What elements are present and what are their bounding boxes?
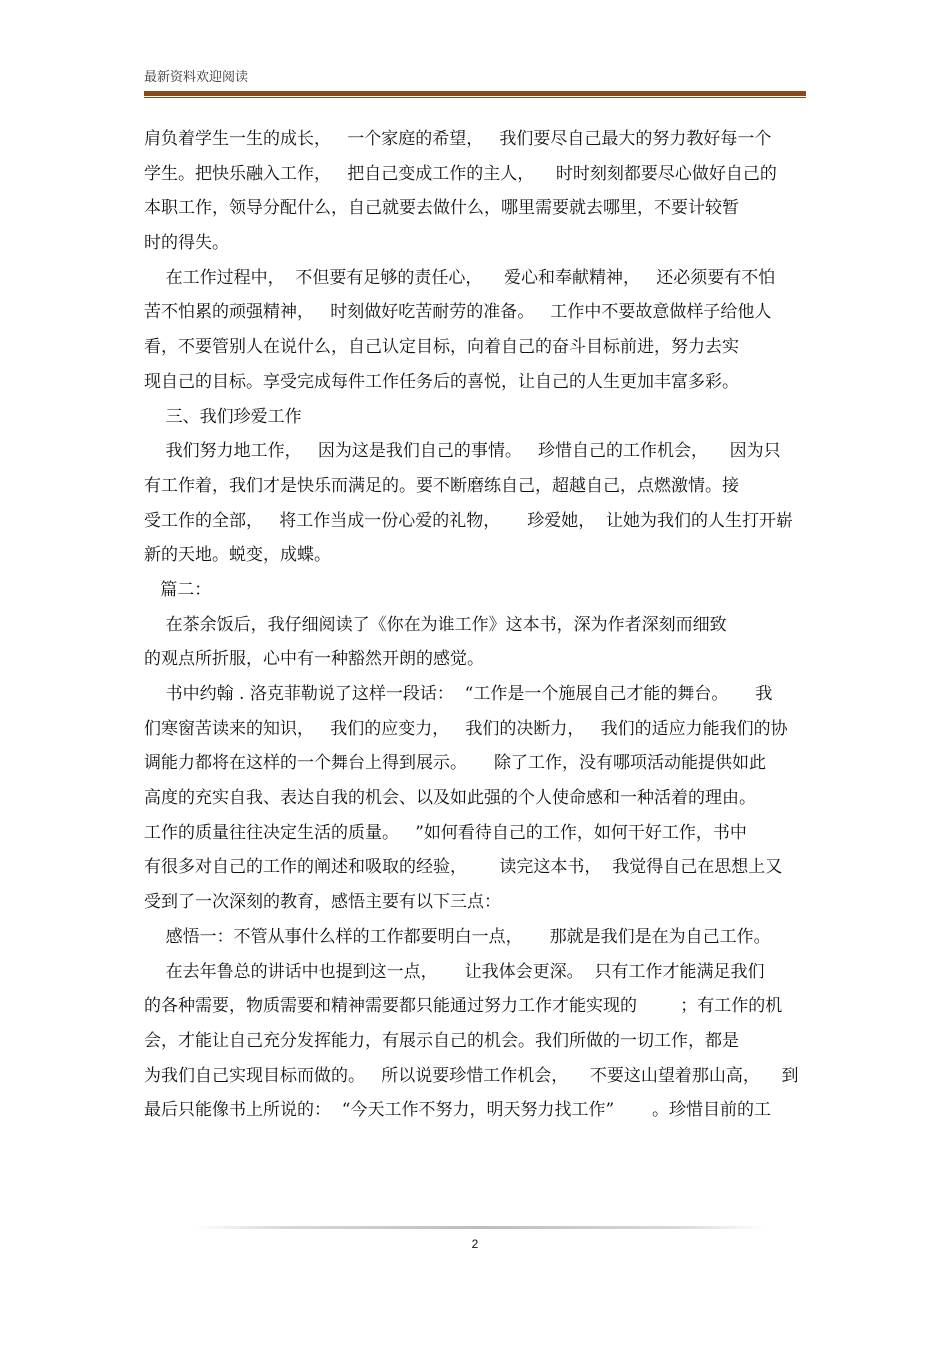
body-line: 苦不怕累的顽强精神， 时刻做好吃苦耐劳的准备。 工作中不要故意做样子给他人 xyxy=(144,302,772,323)
page-number: 2 xyxy=(471,1237,479,1251)
body-line: 调能力都将在这样的一个舞台上得到展示。 除了工作，没有哪项活动能提供如此 xyxy=(144,753,767,774)
body-line: 工作的质量往往决定生活的质量。 ”如何看待自己的工作，如何干好工作，书中 xyxy=(144,822,747,843)
body-line: 新的天地。蜕变，成蝶。 xyxy=(144,545,331,566)
body-line: 的观点所折服，心中有一种豁然开朗的感觉。 xyxy=(144,649,484,670)
body-line: 的各种需要，物质需要和精神需要都只能通过努力工作才能实现的 ；有工作的机 xyxy=(144,996,783,1017)
body-line: 现自己的目标。享受完成每件工作任务后的喜悦，让自己的人生更加丰富多彩。 xyxy=(144,371,739,392)
document-body xyxy=(144,122,808,1128)
body-line: 有工作着，我们才是快乐而满足的。要不断磨练自己，超越自己，点燃激情。接 xyxy=(144,475,739,496)
body-line: 受到了一次深刻的教育，感悟主要有以下三点： xyxy=(144,892,501,913)
body-line: 我们努力地工作， 因为这是我们自己的事情。 珍惜自己的工作机会， 因为只 xyxy=(144,441,781,462)
body-line: 最后只能像书上所说的： “今天工作不努力，明天努力找工作” 。珍惜目前的工 xyxy=(144,1100,772,1121)
body-line: 时的得失。 xyxy=(144,233,229,254)
body-line: 在茶余饭后，我仔细阅读了《你在为谁工作》这本书，深为作者深刻而细致 xyxy=(144,614,727,635)
body-line: 本职工作，领导分配什么，自己就要去做什么，哪里需要就去哪里，不要计较暂 xyxy=(144,198,739,219)
body-line: 在去年鲁总的讲话中也提到这一点， 让我体会更深。 只有工作才能满足我们 xyxy=(144,961,765,982)
body-line: 看，不要管别人在说什么，自己认定目标，向着自己的奋斗目标前进，努力去实 xyxy=(144,337,739,358)
body-line: 感悟一：不管从事什么样的工作都要明白一点， 那就是我们是在为自己工作。 xyxy=(144,926,771,947)
body-line: 在工作过程中， 不但要有足够的责任心， 爱心和奉献精神， 还必须要有不怕 xyxy=(144,267,776,288)
page-header-title: 最新资料欢迎阅读 xyxy=(144,70,249,85)
body-line: 有很多对自己的工作的阐述和吸取的经验， 读完这本书， 我觉得自己在思想上又 xyxy=(144,857,783,878)
header-rule-thin xyxy=(144,97,806,98)
body-line: 三、我们珍爱工作 xyxy=(144,406,302,427)
body-line: 篇二： xyxy=(144,579,212,600)
body-line: 肩负着学生一生的成长， 一个家庭的希望， 我们要尽自己最大的努力教好每一个 xyxy=(144,129,772,149)
body-line: 为我们自己实现目标而做的。 所以说要珍惜工作机会， 不要这山望着那山高， 到 xyxy=(144,1065,799,1086)
body-line: 受工作的全部， 将工作当成一份心爱的礼物， 珍爱她， 让她为我们的人生打开崭 xyxy=(144,510,794,531)
body-line: 学生。把快乐融入工作， 把自己变成工作的主人， 时时刻刻都要尽心做好自己的 xyxy=(144,163,777,184)
body-line: 高度的充实自我、表达自我的机会、以及如此强的个人使命感和一种活着的理由。 xyxy=(144,788,756,809)
header-rule xyxy=(144,91,806,98)
body-line: 书中约翰 . 洛克菲勒说了这样一段话： “工作是一个施展自己才能的舞台。 我 xyxy=(144,684,773,704)
footer-rule xyxy=(195,1226,765,1229)
header-rule-thick xyxy=(144,91,806,96)
body-line: 会，才能让自己充分发挥能力，有展示自己的机会。我们所做的一切工作，都是 xyxy=(144,1030,739,1051)
body-line: 们寒窗苦读来的知识， 我们的应变力， 我们的决断力， 我们的适应力能我们的协 xyxy=(144,718,788,739)
